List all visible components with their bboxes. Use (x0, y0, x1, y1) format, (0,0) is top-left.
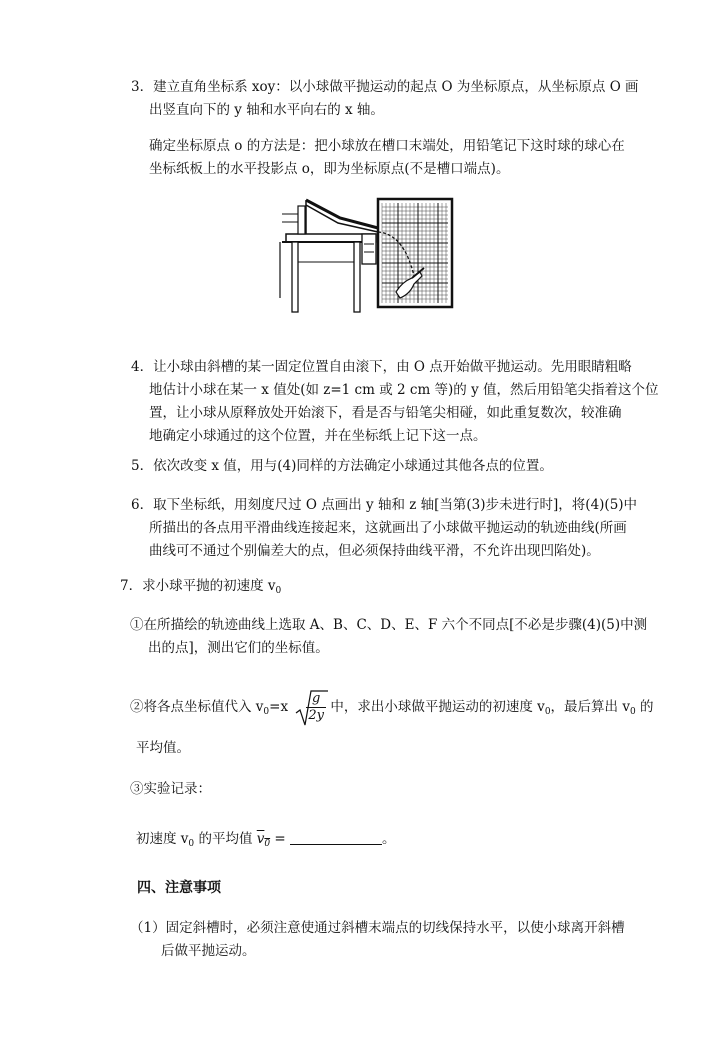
step-5-line-1: 5．依次改变 x 值，用与(4)同样的方法确定小球通过其他各点的位置。 (131, 458, 553, 474)
note-1-line-2: 后做平抛运动。 (161, 943, 256, 959)
avg-text-a: 初速度 v (136, 831, 189, 847)
avg-equals: = (270, 831, 291, 847)
step-5 (131, 455, 553, 478)
avg-sub-a: 0 (188, 839, 195, 849)
step-4 (131, 356, 659, 448)
note-1 (130, 917, 625, 963)
notes-heading (137, 877, 221, 900)
average-label: 平均值。 (136, 740, 190, 756)
step-7-item-2-line-2 (136, 737, 190, 760)
step-3-line-2: 出竖直向下的 y 轴和水平向右的 x 轴。 (149, 102, 384, 118)
step-7-title (120, 575, 281, 603)
item-2-text-a: ②将各点坐标值代入 v (130, 699, 264, 715)
item-2-text-d: 的 (635, 699, 654, 715)
item-2-text-b: 中，求出小球做平抛运动的初速度 v (330, 699, 545, 715)
step-6-line-2: 所描出的各点用平滑曲线连接起来，这就画出了小球做平抛运动的轨迹曲线(所画 (149, 520, 627, 536)
step-4-line-1: 4．让小球由斜槽的某一固定位置自由滚下，由 O 点开始做平抛运动。先用眼睛粗略 (131, 359, 632, 375)
step-4-line-2: 地估计小球在某一 x 值处(如 z=1 cm 或 2 cm 等)的 y 值，然后用铅笔尖指着这个位 (149, 382, 659, 398)
step-3-line-1: 3．建立直角坐标系 xoy：以小球做平抛运动的起点 O 为坐标原点，从坐标原点 O 画 (131, 79, 639, 95)
fraction-denominator: 2y (308, 708, 325, 724)
step-6-line-3: 曲线可不通过个别偏差大的点，但必须保持曲线平滑，不允许出现凹陷处)。 (149, 543, 600, 559)
origin-method (149, 135, 625, 181)
v0-bar (257, 831, 270, 847)
item-2-sub-c: 0 (629, 707, 636, 717)
step-3 (131, 76, 639, 122)
origin-method-line-2: 坐标纸板上的水平投影点 o，即为坐标原点(不是槽口端点)。 (149, 161, 510, 177)
average-velocity-row (136, 828, 396, 856)
item-2-text-c: ，最后算出 v (550, 699, 630, 715)
origin-method-line-1: 确定坐标原点 o 的方法是：把小球放在槽口末端处，用铅笔记下这时球的球心在 (149, 138, 625, 154)
fraction-numerator: g (306, 691, 326, 708)
notes-heading-text: 四、注意事项 (137, 880, 221, 896)
step-4-line-4: 地确定小球通过的这个位置，并在坐标纸上记下这一点。 (149, 428, 487, 444)
step-7-item-1-line-1: ①在所描绘的轨迹曲线上选取 A、B、C、D、E、F 六个不同点[不必是步骤(4)(5)中测 (130, 617, 648, 633)
apparatus-illustration (278, 194, 456, 316)
item-2-sub-b: 0 (544, 707, 551, 717)
avg-text-b: 的平均值 (194, 831, 257, 847)
v0-bar-var: v (256, 831, 265, 847)
step-6-line-1: 6．取下坐标纸，用刻度尺过 O 点画出 y 轴和 z 轴[当第(3)步未进行时]，将(4)(5)中 (131, 497, 638, 513)
avg-end: 。 (382, 831, 396, 847)
step-4-line-3: 置，让小球从原释放处开始滚下，看是否与铅笔尖相碰，如此重复数次，较准确 (149, 405, 622, 421)
step-7-item-1 (130, 614, 647, 660)
experiment-record-label: ③实验记录： (130, 781, 211, 797)
step-7-item-1-line-2: 出的点]，测出它们的坐标值。 (148, 640, 329, 656)
step-7-item-3 (130, 778, 211, 801)
step-7-title-text: 7．求小球平抛的初速度 v (120, 578, 276, 594)
sqrt-formula (294, 688, 328, 727)
step-7-item-2 (130, 688, 654, 731)
item-2-eq: =x (269, 699, 289, 715)
answer-blank[interactable] (290, 830, 382, 845)
item-2-sub-a: 0 (263, 707, 270, 717)
step-7-title-sub: 0 (275, 586, 282, 596)
sqrt-fraction (306, 691, 326, 724)
v0-bar-sub: 0 (264, 839, 271, 849)
step-6 (131, 494, 637, 563)
note-1-line-1: （1）固定斜槽时，必须注意使通过斜槽末端点的切线保持水平，以使小球离开斜槽 (130, 920, 625, 936)
